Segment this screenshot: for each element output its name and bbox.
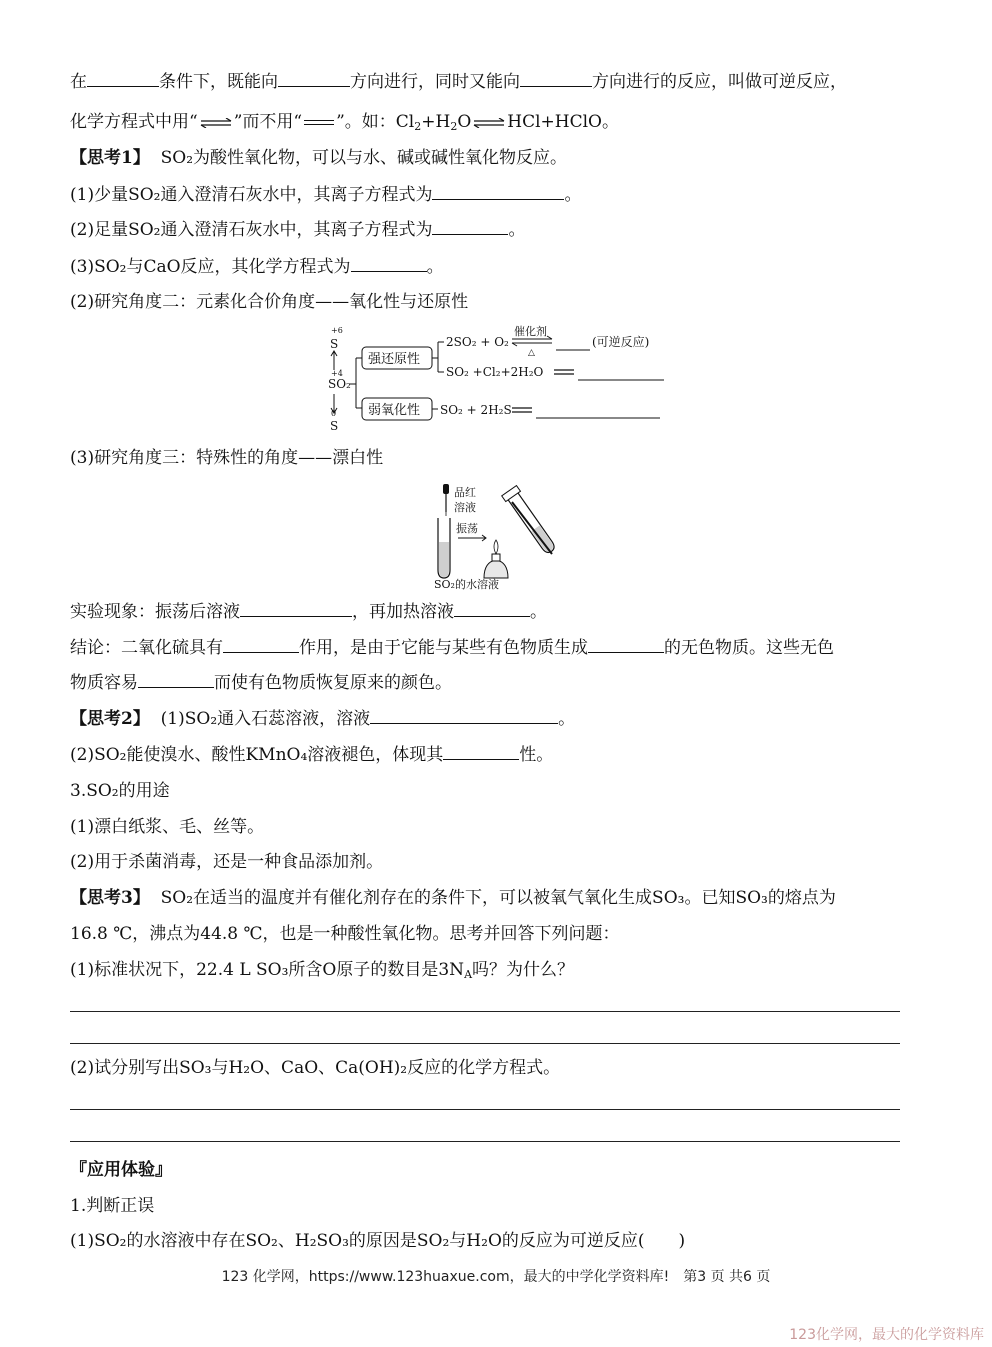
heat-symbol: △: [528, 348, 535, 358]
oxidation-reduction-diagram: [320, 322, 680, 434]
s-bottom-charge: 0: [331, 409, 337, 418]
catalyst-label: 催化剂: [514, 325, 547, 338]
equals-sign-icon: [304, 118, 334, 128]
dropper-bulb: [443, 484, 449, 494]
think1-q3: [70, 255, 444, 279]
think-tag: 【思考1】: [70, 148, 150, 168]
text: 物质容易: [70, 673, 138, 693]
solution-label: 溶液: [454, 501, 476, 514]
think3-q2: (2)试分别写出SO₃与H₂O、CaO、Ca(OH)₂反应的化学方程式。: [70, 1058, 561, 1078]
question-text: (3)SO₂与CaO反应，其化学方程式为: [70, 257, 351, 277]
question-text: (1)标准状况下，22.4 L SO₃所含O原子的数目是3N: [70, 960, 465, 980]
answer-blank[interactable]: [351, 255, 427, 272]
heated-test-tube-icon: [502, 486, 559, 557]
s-bottom-label: S: [330, 419, 339, 433]
think1-q1: [70, 183, 581, 207]
so2-solution-label: SO₂的水溶液: [434, 578, 499, 590]
text: 。: [508, 220, 526, 240]
think1-intro: [70, 146, 567, 170]
experiment-phenomenon: [70, 600, 547, 624]
strong-reduction-label: 强还原性: [368, 352, 421, 367]
text: 。: [426, 257, 444, 277]
text: 作用，是由于它能与某些有色物质生成: [299, 638, 588, 658]
think3-intro-line-2: 16.8 ℃，沸点为44.8 ℃，也是一种酸性氧化物。思考并回答下列问题：: [70, 924, 620, 944]
equation-3: SO₂ + 2H₂S: [440, 403, 512, 417]
s-top-label: S: [330, 337, 339, 351]
answer-blank[interactable]: [454, 600, 530, 617]
think3-q1: [70, 958, 574, 982]
shake-label: 振荡: [456, 522, 478, 535]
question-text: (1)少量SO₂通入澄清石灰水中，其离子方程式为: [70, 185, 433, 205]
text: SO₂在适当的温度并有催化剂存在的条件下，可以被氧气氧化生成SO₃。已知SO₃的熔点为: [160, 888, 836, 908]
answer-blank[interactable]: [432, 183, 564, 200]
use-item: (1)漂白纸浆、毛、丝等。: [70, 817, 265, 837]
reversible-definition: [70, 70, 847, 94]
text: 条件下，既能向: [159, 72, 278, 92]
text: 。: [564, 185, 582, 205]
answer-blank[interactable]: [443, 743, 519, 760]
text: 在: [70, 72, 87, 92]
use-item: (2)用于杀菌消毒，还是一种食品添加剂。: [70, 852, 384, 872]
question-text: (1)SO₂通入石蕊溶液，溶液: [160, 709, 371, 729]
text: 。: [530, 602, 547, 622]
text: 的无色物质。这些无色: [664, 638, 834, 658]
text: HCl+HClO。: [507, 112, 619, 132]
text: 。: [558, 709, 576, 729]
answer-line[interactable]: [70, 1043, 900, 1044]
so2-charge: +4: [331, 369, 343, 378]
reversible-notation: 化学方程式中用“ ”而不用“ ”。如：$Cl_2+H_2O$ HCl+HClO。: [70, 112, 619, 133]
text: ，再加热溶液: [352, 602, 454, 622]
weak-oxidation-label: 弱氧化性: [368, 403, 421, 418]
text: O: [457, 112, 472, 132]
text: 性。: [519, 745, 554, 765]
so2-label: SO₂: [328, 377, 351, 391]
section-heading: 3.SO₂的用途: [70, 781, 170, 801]
text: ”。如：Cl: [336, 112, 415, 132]
text: 实验现象：振荡后溶液: [70, 602, 240, 622]
alcohol-lamp-icon: [484, 560, 508, 578]
text: 而使有色物质恢复原来的颜色。: [214, 673, 452, 693]
answer-blank[interactable]: [520, 70, 592, 87]
conclusion-line-1: [70, 636, 834, 660]
pinhong-label: 品红: [454, 486, 476, 499]
section-heading: (3)研究角度三：特殊性的角度——漂白性: [70, 448, 384, 468]
think2-q1: [70, 707, 575, 731]
reversible-note: (可逆反应): [592, 335, 650, 349]
answer-blank[interactable]: [138, 671, 214, 688]
answer-blank[interactable]: [370, 707, 558, 724]
text: SO₂为酸性氧化物，可以与水、碱或碱性氧化物反应。: [160, 148, 568, 168]
reversible-arrow-icon: [473, 118, 505, 128]
answer-blank[interactable]: [240, 600, 352, 617]
question-text: (2)SO₂能使溴水、酸性KMnO₄溶液褪色，体现其: [70, 745, 444, 765]
flame-icon: [494, 540, 498, 554]
tube-holder: [512, 502, 552, 554]
text: 方向进行，同时又能向: [350, 72, 520, 92]
text: 吗？为什么？: [472, 960, 575, 980]
bleaching-experiment-diagram: [424, 482, 564, 590]
conclusion-line-2: [70, 671, 452, 695]
answer-line[interactable]: [70, 1141, 900, 1142]
s-top-charge: +6: [331, 326, 343, 335]
watermark-text: 123化学网，最大的化学资料库: [789, 1327, 984, 1343]
section-heading: (2)研究角度二：元素化合价角度——氧化性与还原性: [70, 292, 469, 312]
answer-blank[interactable]: [432, 218, 508, 235]
think-tag: 【思考2】: [70, 709, 150, 729]
reversible-arrow-icon: [200, 118, 232, 128]
text: +H: [421, 112, 451, 132]
answer-blank[interactable]: [278, 70, 350, 87]
application-heading: 『应用体验』: [70, 1160, 172, 1180]
answer-line[interactable]: [70, 1109, 900, 1110]
subscript: A: [464, 968, 473, 981]
equation-1: 2SO₂ + O₂: [446, 335, 509, 349]
page-footer: 123 化学网，https://www.123huaxue.com，最大的中学化学资料库! 第3 页 共6 页: [221, 1269, 771, 1285]
text: 化学方程式中用“: [70, 112, 198, 132]
judge-item: (1)SO₂的水溶液中存在SO₂、H₂SO₃的原因是SO₂与H₂O的反应为可逆反应( ): [70, 1231, 686, 1251]
text: ”而不用“: [233, 112, 303, 132]
think3-intro: [70, 886, 836, 910]
answer-blank[interactable]: [87, 70, 159, 87]
judge-heading: 1.判断正误: [70, 1196, 155, 1216]
text: 方向进行的反应，叫做可逆反应，: [592, 72, 847, 92]
equation-2: SO₂ +Cl₂+2H₂O: [446, 365, 544, 379]
answer-blank[interactable]: [588, 636, 664, 653]
text: 结论：二氧化硫具有: [70, 638, 223, 658]
think-tag: 【思考3】: [70, 888, 150, 908]
think1-q2: [70, 218, 525, 242]
question-text: (2)足量SO₂通入澄清石灰水中，其离子方程式为: [70, 220, 433, 240]
answer-line[interactable]: [70, 1011, 900, 1012]
answer-blank[interactable]: [223, 636, 299, 653]
think2-q2: [70, 743, 553, 767]
